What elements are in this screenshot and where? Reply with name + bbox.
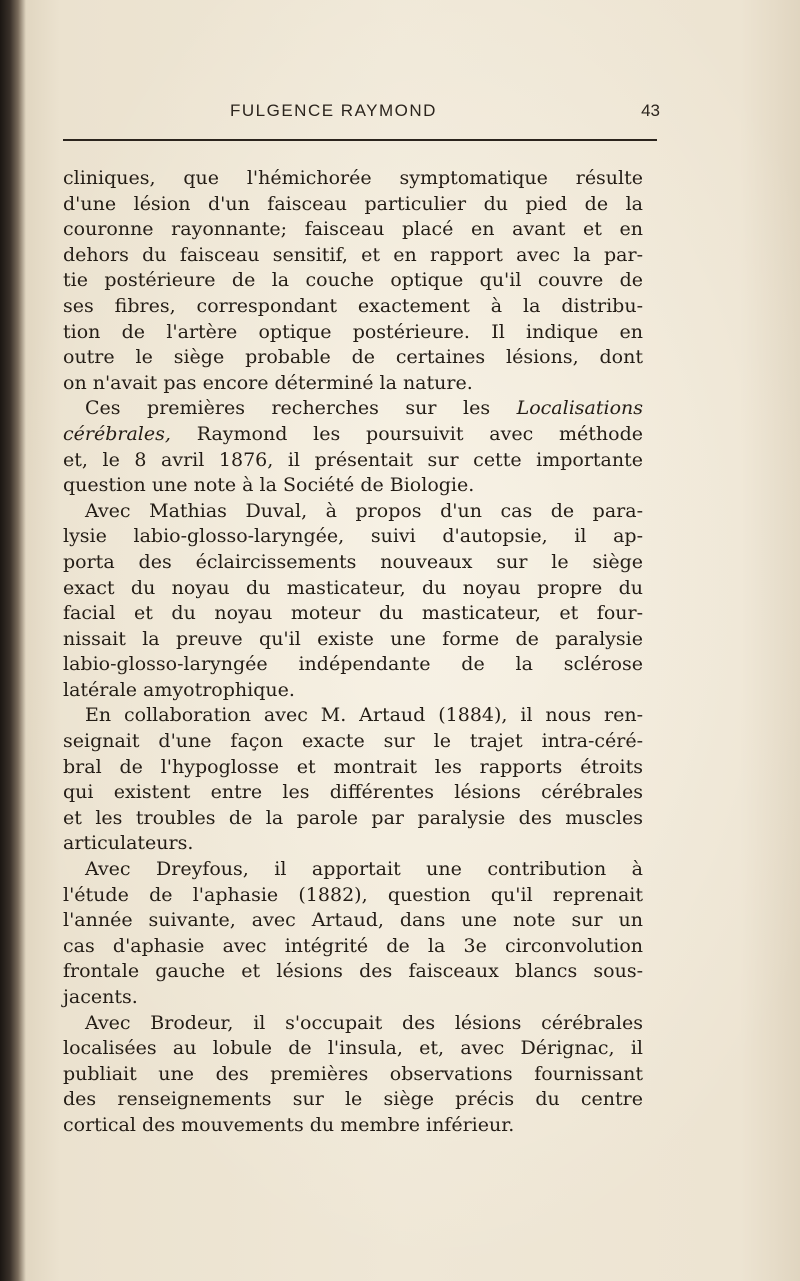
text-line: nissait la preuve qu'il existe une forme de paralysie (63, 627, 643, 650)
text-line: outre le siège probable de certaines lésions, dont (63, 346, 643, 369)
text-line (63, 422, 643, 448)
text-fragment: Raymond les poursuivit avec méthode (196, 422, 643, 445)
text-line: exact du noyau du masticateur, du noyau propre du (63, 576, 643, 599)
text-line: on n'avait pas encore déterminé la nature. (63, 371, 473, 394)
text-line: frontale gauche et lésions des faisceaux blancs sous- (63, 960, 643, 983)
text-line: et les troubles de la parole par paralysie des muscles (63, 806, 643, 829)
italic-title: Localisations (516, 397, 644, 420)
text-fragment: Ces premières recherches sur les (85, 397, 491, 420)
text-line: jacents. (63, 986, 138, 1008)
text-line: des renseignements sur le siège précis du centre (63, 1088, 643, 1111)
text-line: articulateurs. (63, 832, 194, 855)
text-line: cortical des mouvements du membre inférieur. (63, 1113, 515, 1136)
text-line: l'étude de l'aphasie (1882), question qu'il reprenait (63, 883, 643, 906)
text-line: En collaboration avec M. Artaud (1884), il nous ren- (85, 704, 643, 727)
text-line: facial et du noyau moteur du masticateur, et four- (63, 602, 643, 625)
text-line: Avec Brodeur, il s'occupait des lésions cérébrales (85, 1011, 643, 1034)
header-rule (63, 139, 657, 141)
text-line: ses fibres, correspondant exactement à la distribu- (63, 294, 643, 317)
text-line: et, le 8 avril 1876, il présentait sur cette importante (63, 448, 643, 471)
text-line: d'une lésion d'un faisceau particulier du pied de la (63, 192, 643, 215)
text-line: porta des éclaircissements nouveaux sur le siège (63, 550, 643, 573)
text-line: tion de l'artère optique postérieure. Il indique en (63, 320, 643, 343)
text-line: tie postérieure de la couche optique qu'il couvre de (63, 269, 643, 292)
text-line: question une note à la Société de Biologie. (63, 474, 475, 497)
body-text (63, 166, 643, 1139)
text-line: publiait une des premières observations fournissant (63, 1062, 643, 1085)
text-line: couronne rayonnante; faisceau placé en avant et en (63, 218, 643, 241)
text-line: lysie labio-glosso-laryngée, suivi d'autopsie, il ap- (63, 525, 643, 548)
text-line: cliniques, que l'hémichorée symptomatique résulte (63, 167, 643, 189)
text-line: seignait d'une façon exacte sur le trajet intra-céré- (63, 730, 643, 753)
italic-title: cérébrales, (63, 422, 171, 445)
text-line: cas d'aphasie avec intégrité de la 3e circonvolution (63, 934, 643, 957)
text-line: Avec Dreyfous, il apportait une contribution à (85, 858, 643, 881)
text-line: labio-glosso-laryngée indépendante de la sclérose (63, 653, 643, 676)
book-binding-shadow (0, 0, 26, 1281)
text-line (63, 396, 643, 422)
page-number: 43 (641, 101, 660, 120)
text-line: Avec Mathias Duval, à propos d'un cas de para- (85, 499, 643, 522)
page-header (60, 101, 660, 127)
text-line: l'année suivante, avec Artaud, dans une note sur un (63, 909, 643, 932)
text-line: localisées au lobule de l'insula, et, avec Dérignac, il (63, 1037, 643, 1060)
text-line: latérale amyotrophique. (63, 678, 295, 701)
text-line: dehors du faisceau sensitif, et en rapport avec la par- (63, 243, 643, 266)
running-head: FULGENCE RAYMOND (230, 101, 437, 120)
text-line: qui existent entre les différentes lésions cérébrales (63, 781, 643, 804)
text-line: bral de l'hypoglosse et montrait les rapports étroits (63, 755, 643, 778)
